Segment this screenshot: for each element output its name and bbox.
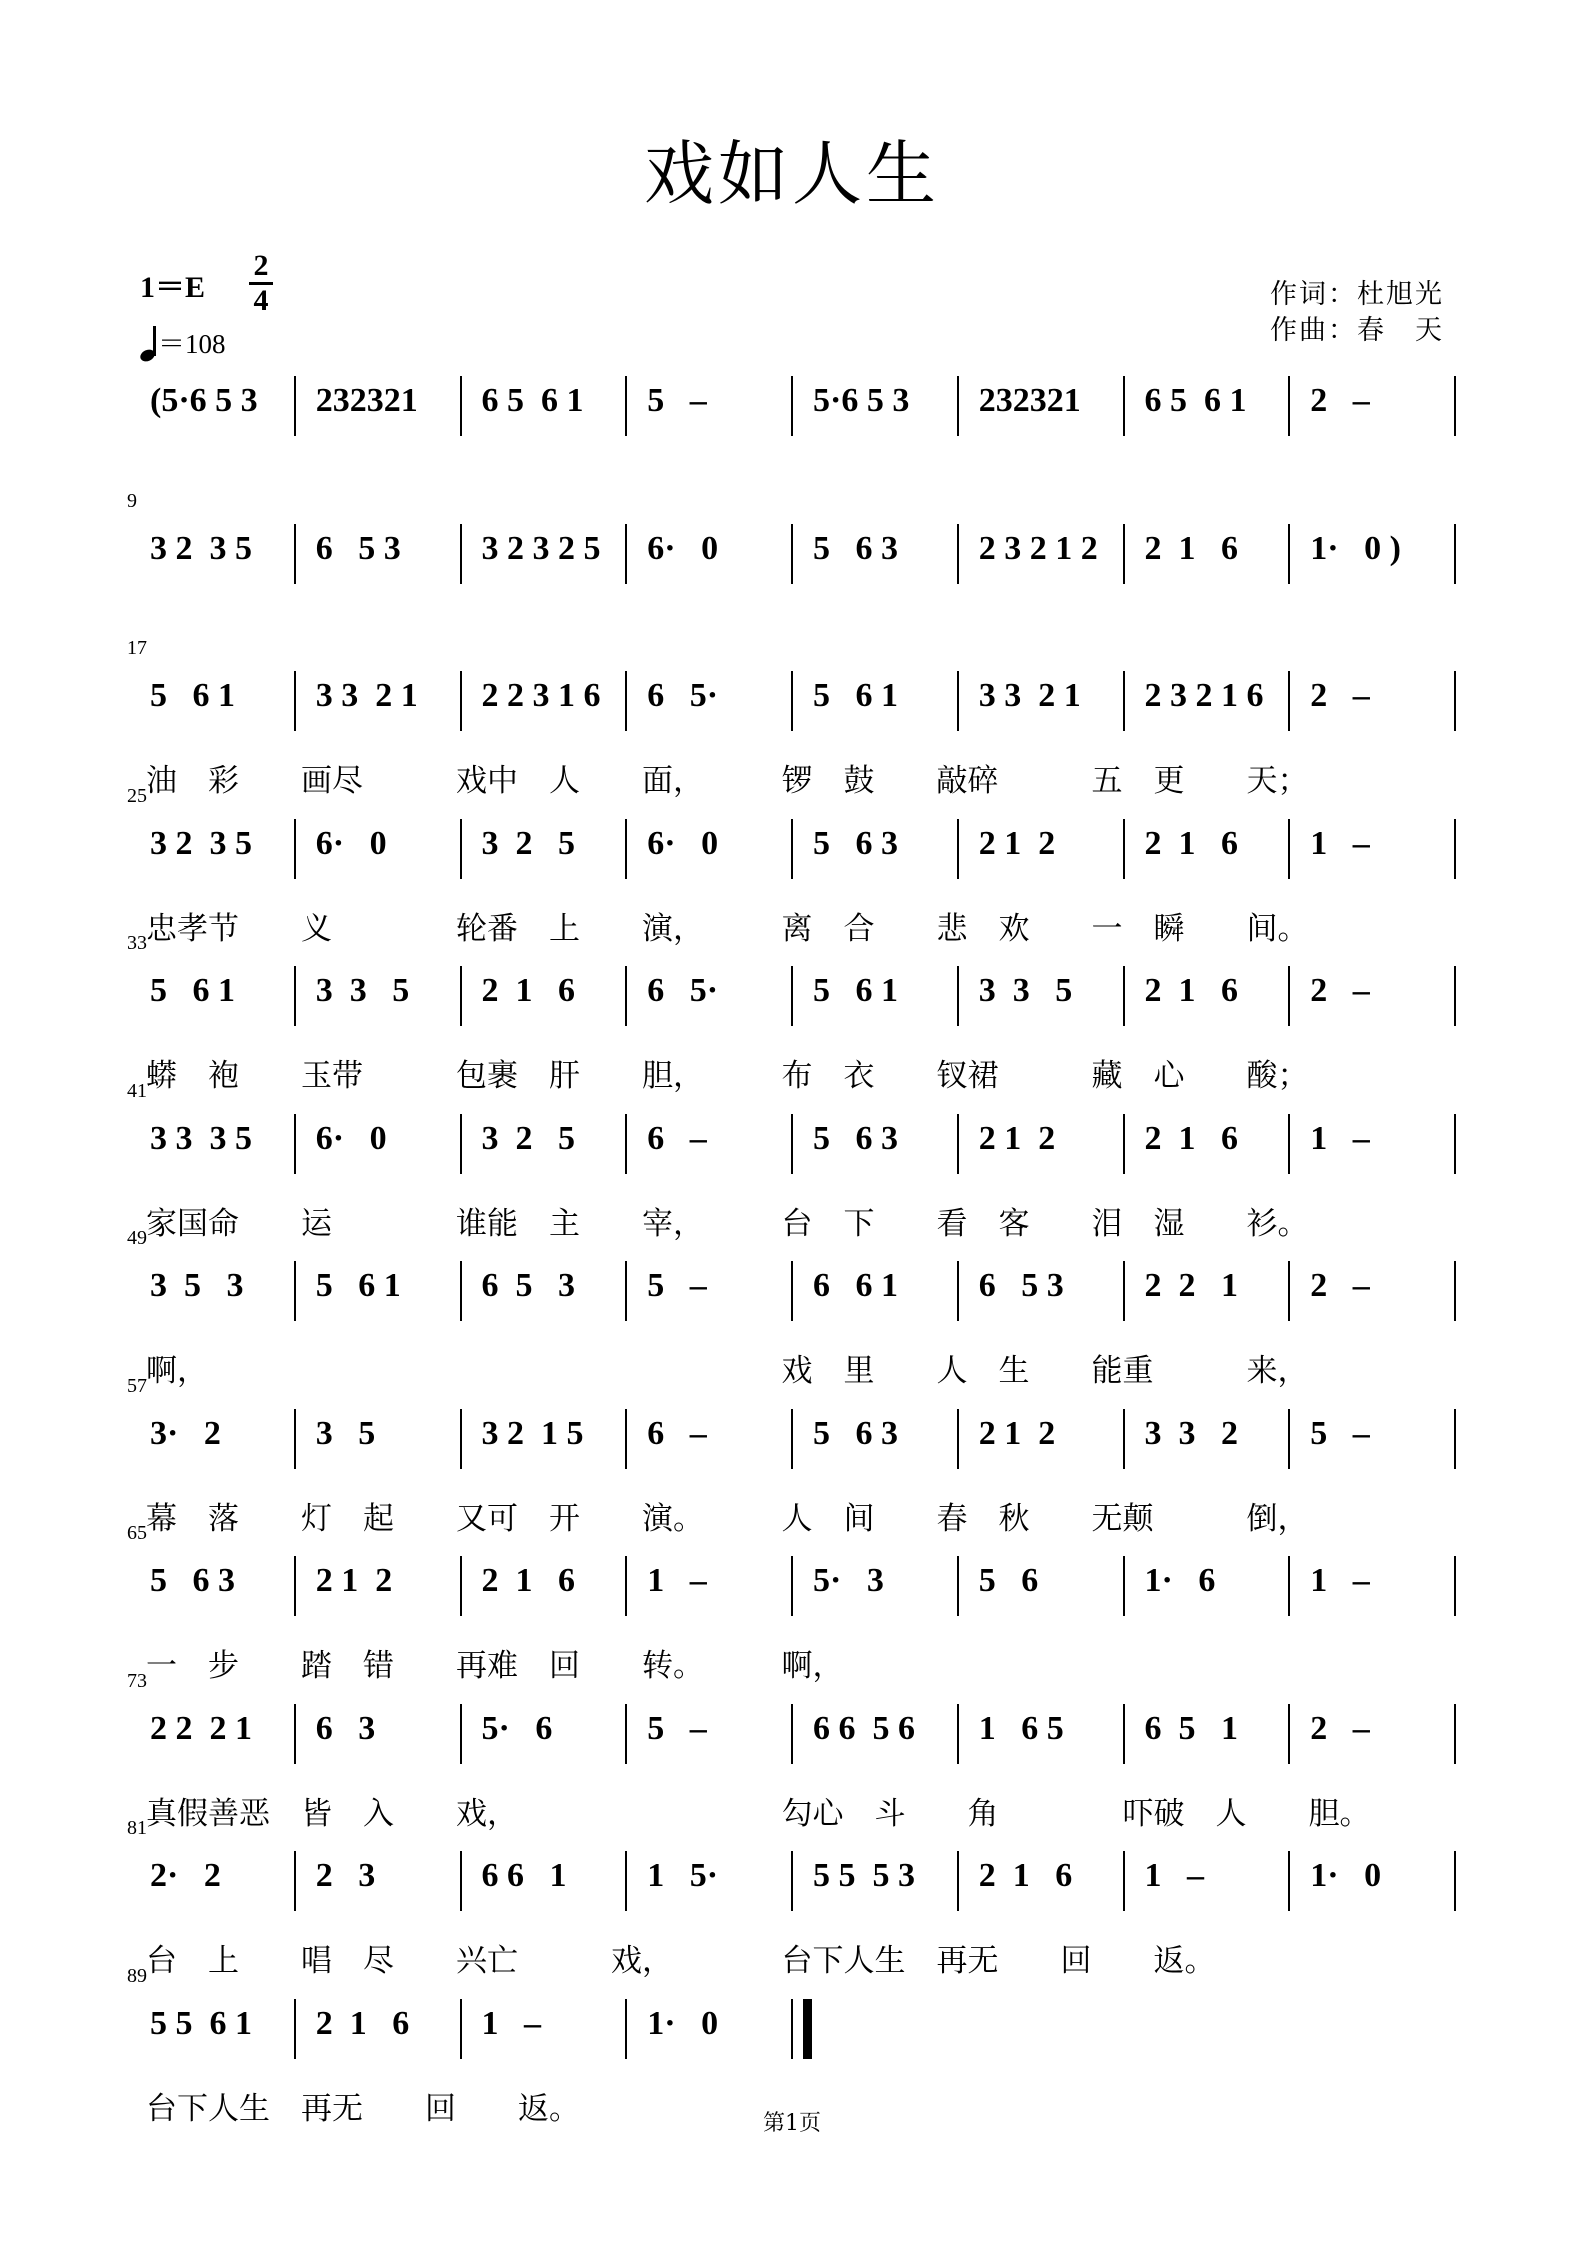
barline — [625, 1704, 627, 1764]
barline — [460, 671, 462, 731]
barline — [1454, 1114, 1456, 1174]
barline — [1288, 376, 1290, 436]
barline — [791, 524, 793, 584]
barline — [791, 1999, 793, 2059]
lyric-line: 家国命 运 谁能 主 宰， 台 下 看 客 泪 湿 衫。 — [146, 1205, 1309, 1242]
barline — [1123, 1409, 1125, 1469]
measure: 5 6 3 — [813, 1119, 898, 1157]
measure: 1 – — [481, 2004, 541, 2042]
barline — [294, 1999, 296, 2059]
measure: 6 6 1 — [481, 1857, 567, 1894]
measure-number: 81 — [127, 1817, 147, 1839]
measure: 2 – — [1310, 677, 1370, 714]
page-number: 第1页 — [763, 2111, 821, 2136]
barline — [460, 1409, 462, 1469]
measure: 5 6 3 — [813, 529, 898, 567]
final-barline — [803, 1999, 812, 2059]
measure: 1 – — [1310, 1562, 1370, 1599]
barline — [957, 1556, 959, 1616]
lyric-line: 台下人生 再无 回 返。 — [146, 2090, 580, 2127]
lyric-line: 油 彩 画尽 戏中 人 面， 锣 鼓 敲碎 五 更 天； — [146, 763, 1309, 799]
measure: 6· 0 — [647, 529, 719, 567]
measure: 2 1 6 — [481, 1562, 575, 1599]
barline — [460, 1851, 462, 1911]
barline — [625, 1114, 627, 1174]
barline — [1288, 1261, 1290, 1321]
measure: 2 1 2 — [315, 1562, 393, 1599]
measure: 232321 — [978, 382, 1081, 419]
barline — [1454, 524, 1456, 584]
measure: 3 2 1 5 — [481, 1414, 584, 1452]
barline — [294, 671, 296, 731]
measure: 6 6 5 6 — [813, 1709, 915, 1747]
measure: 232321 — [315, 382, 418, 419]
barline — [957, 1261, 959, 1321]
measure: 5 – — [1310, 1414, 1370, 1452]
barline — [1288, 524, 1290, 584]
barline — [791, 1851, 793, 1911]
measure: 3 3 3 5 — [150, 1119, 252, 1157]
measure: 3 2 3 5 — [150, 529, 252, 567]
barline — [1123, 1114, 1125, 1174]
measure: 6· 0 — [647, 824, 719, 862]
measure: 1 6 5 — [978, 1709, 1064, 1747]
measure: 6 5 1 — [1144, 1709, 1238, 1747]
barline — [460, 1261, 462, 1321]
measure: 3 5 — [315, 1414, 376, 1452]
measure: 2 – — [1310, 1267, 1370, 1304]
measure: 5 6 3 — [813, 1414, 898, 1452]
barline — [625, 819, 627, 879]
measure-number: 49 — [127, 1227, 147, 1249]
barline — [1288, 671, 1290, 731]
barline — [1123, 819, 1125, 879]
barline — [294, 1704, 296, 1764]
barline — [957, 1114, 959, 1174]
barline — [957, 966, 959, 1026]
measure: 3 2 5 — [481, 1119, 575, 1157]
measure: 6 5· — [647, 972, 719, 1009]
measure-number: 57 — [127, 1374, 147, 1397]
measure: 5·6 5 3 — [813, 382, 910, 419]
measure: 2 3 2 1 6 — [1144, 677, 1264, 714]
barline — [957, 524, 959, 584]
measure: 5 6 — [978, 1562, 1039, 1599]
barline — [957, 376, 959, 436]
lyric-line: 幕 落 灯 起 又可 开 演。 人 间 春 秋 无颠 倒， — [146, 1500, 1309, 1537]
measure: 6 5 6 1 — [481, 382, 584, 419]
measure-number: 73 — [127, 1669, 147, 1692]
lyric-line: 一 步 踏 错 再难 回 转。 啊， — [146, 1648, 844, 1684]
barline — [460, 1704, 462, 1764]
measure: 6· 0 — [315, 824, 387, 862]
measure: 6 5 3 — [481, 1267, 575, 1304]
measure-number: 9 — [127, 489, 137, 512]
barline — [791, 671, 793, 731]
measure: 5 6 1 — [150, 677, 235, 714]
measure-number: 17 — [127, 637, 147, 659]
measure: 2 1 2 — [978, 1119, 1056, 1157]
barline — [460, 1556, 462, 1616]
barline — [1454, 1409, 1456, 1469]
song-title: 戏如人生 — [644, 133, 940, 215]
measure: 5 6 1 — [813, 972, 898, 1009]
barline — [625, 966, 627, 1026]
measure: 5 – — [647, 382, 707, 419]
measure-number: 65 — [127, 1522, 147, 1544]
measure-number: 89 — [127, 1964, 147, 1987]
barline — [957, 1704, 959, 1764]
measure: 1· 6 — [1144, 1562, 1216, 1599]
measure: 2 2 1 — [1144, 1267, 1238, 1304]
barline — [791, 376, 793, 436]
barline — [294, 1851, 296, 1911]
barline — [294, 819, 296, 879]
measure: 2 1 6 — [978, 1857, 1073, 1894]
barline — [1454, 966, 1456, 1026]
measure: 6 5 3 — [978, 1267, 1064, 1304]
time-signature-bottom: 4 — [253, 284, 269, 317]
measure: 5 – — [647, 1709, 707, 1747]
barline — [1454, 376, 1456, 436]
measure: 6 – — [647, 1414, 707, 1452]
barline — [1454, 1704, 1456, 1764]
measure: 3 2 3 5 — [150, 824, 252, 862]
measure: 2 1 2 — [978, 824, 1056, 862]
barline — [625, 1556, 627, 1616]
barline — [1288, 966, 1290, 1026]
measure-number: 41 — [127, 1079, 147, 1102]
barline — [791, 966, 793, 1026]
measure: 1 – — [647, 1562, 707, 1599]
measure: 1 – — [1310, 1119, 1370, 1157]
barline — [1123, 671, 1125, 731]
barline — [625, 1261, 627, 1321]
barline — [294, 524, 296, 584]
barline — [294, 1261, 296, 1321]
measure: 5 5 5 3 — [813, 1857, 915, 1894]
barline — [957, 1851, 959, 1911]
barline — [460, 966, 462, 1026]
composer-credit: 作曲：春 天 — [1270, 315, 1444, 346]
barline — [957, 819, 959, 879]
measure: 1 5· — [647, 1857, 719, 1894]
barline — [791, 819, 793, 879]
lyric-line: 忠孝节 义 轮番 上 演， 离 合 悲 欢 一 瞬 间。 — [146, 910, 1309, 947]
measure: 6· 0 — [315, 1119, 387, 1157]
barline — [791, 1409, 793, 1469]
measure: 5 6 1 — [813, 677, 898, 714]
barline — [791, 1556, 793, 1616]
measure: 5· 6 — [481, 1709, 553, 1747]
barline — [1123, 524, 1125, 584]
measure: 2 3 2 1 2 — [978, 529, 1098, 567]
barline — [1288, 1114, 1290, 1174]
barline — [1123, 1261, 1125, 1321]
measure: 2 1 6 — [1144, 1119, 1238, 1157]
measure: 2 1 6 — [1144, 972, 1238, 1009]
barline — [791, 1261, 793, 1321]
barline — [1288, 819, 1290, 879]
key-signature: 1＝E — [140, 271, 206, 304]
lyric-line: 蟒 袍 玉带 包裹 肝 胆， 布 衣 钗裙 藏 心 酸； — [146, 1058, 1309, 1094]
barline — [625, 524, 627, 584]
lyric-line: 真假善恶 皆 入 戏， 勾心 斗 角 吓破 人 胆。 — [146, 1795, 1371, 1832]
barline — [1123, 376, 1125, 436]
measure: 3 3 5 — [315, 972, 410, 1009]
measure: 2 1 2 — [978, 1414, 1056, 1452]
measure: 5 – — [647, 1267, 707, 1304]
measure: 1· 0 — [647, 2004, 719, 2042]
barline — [791, 1114, 793, 1174]
barline — [1288, 1556, 1290, 1616]
measure: 2 1 6 — [481, 972, 575, 1009]
barline — [791, 1704, 793, 1764]
measure: 5 6 1 — [315, 1267, 401, 1304]
barline — [1123, 1851, 1125, 1911]
measure: 5 6 1 — [150, 972, 235, 1009]
measure: 3 2 5 — [481, 824, 575, 862]
lyric-line: 啊， 戏 里 人 生 能重 来， — [146, 1353, 1309, 1389]
barline — [460, 1114, 462, 1174]
measure: 6 6 1 — [813, 1267, 898, 1304]
lyricist-credit: 作词：杜旭光 — [1270, 279, 1444, 310]
measure: 1 – — [1310, 824, 1370, 862]
measure: 3 3 2 1 — [978, 677, 1081, 714]
measure: 3 5 3 — [150, 1267, 244, 1304]
tempo-value: ＝108 — [158, 329, 226, 359]
measure: 2 3 — [315, 1857, 376, 1894]
barline — [625, 671, 627, 731]
measure: 6 5 3 — [315, 529, 401, 567]
barline — [1288, 1409, 1290, 1469]
measure: 2 1 6 — [315, 2004, 410, 2042]
barline — [625, 1409, 627, 1469]
barline — [625, 376, 627, 436]
measure: 5· 3 — [813, 1562, 884, 1599]
measure: 3 3 5 — [978, 972, 1073, 1009]
barline — [294, 376, 296, 436]
quarter-note-icon — [140, 325, 158, 361]
barline — [1288, 1851, 1290, 1911]
measure: 3 3 2 1 — [315, 677, 418, 714]
barline — [294, 966, 296, 1026]
barline — [460, 524, 462, 584]
tempo-marking — [140, 322, 226, 361]
measure: 6 – — [647, 1119, 707, 1157]
barline — [294, 1409, 296, 1469]
measure: 6 5 6 1 — [1144, 382, 1247, 419]
measure: 2 2 3 1 6 — [481, 677, 601, 714]
barline — [1454, 1261, 1456, 1321]
measure: 3 2 3 2 5 — [481, 529, 601, 567]
measure: 2 2 2 1 — [150, 1709, 252, 1747]
measure: 1· 0 — [1310, 1857, 1382, 1894]
barline — [460, 1999, 462, 2059]
measure: 2 1 6 — [1144, 529, 1238, 567]
barline — [957, 1409, 959, 1469]
measure: 6 5· — [647, 677, 719, 714]
measure: 3· 2 — [150, 1414, 221, 1452]
barline — [1454, 1556, 1456, 1616]
barline — [1454, 1851, 1456, 1911]
measure: 5 6 3 — [150, 1562, 235, 1599]
barline — [460, 376, 462, 436]
barline — [294, 1556, 296, 1616]
barline — [625, 1999, 627, 2059]
measure: 2 – — [1310, 972, 1370, 1009]
measure: (5·6 5 3 — [150, 382, 258, 419]
measure: 1 – — [1144, 1857, 1204, 1894]
barline — [294, 1114, 296, 1174]
barline — [957, 671, 959, 731]
measure: 6 3 — [315, 1709, 376, 1747]
measure: 2· 2 — [150, 1857, 221, 1894]
measure: 5 6 3 — [813, 824, 898, 862]
barline — [460, 819, 462, 879]
measure: 3 3 2 — [1144, 1414, 1238, 1452]
barline — [1123, 1704, 1125, 1764]
measure: 1· 0 ) — [1310, 529, 1401, 567]
barline — [1123, 966, 1125, 1026]
barline — [625, 1851, 627, 1911]
barline — [1288, 1704, 1290, 1764]
measure: 2 1 6 — [1144, 824, 1238, 862]
measure-number: 33 — [127, 932, 147, 954]
time-signature — [248, 250, 274, 317]
measure: 2 – — [1310, 382, 1370, 419]
measure: 5 5 6 1 — [150, 2004, 252, 2042]
time-signature-top: 2 — [253, 249, 269, 282]
measure: 2 – — [1310, 1709, 1370, 1747]
barline — [1454, 819, 1456, 879]
measure-number: 25 — [127, 784, 147, 807]
barline — [1123, 1556, 1125, 1616]
barline — [1454, 671, 1456, 731]
lyric-line: 台 上 唱 尽 兴亡 戏， 台下人生 再无 回 返。 — [146, 1943, 1216, 1979]
